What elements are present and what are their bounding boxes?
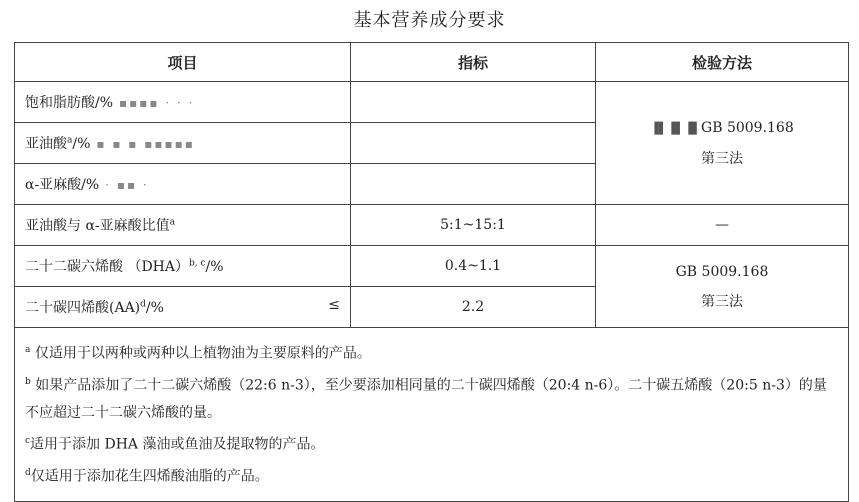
item-cell: 亚油酸$^a$/% ▪ ▪ ▪ ▪▪▪▪▪ bbox=[15, 123, 351, 164]
table-header-row bbox=[15, 43, 849, 82]
less-equal-symbol: ≤ bbox=[328, 297, 340, 313]
scan-noise: ▪▪▪▪ · · · bbox=[119, 96, 195, 110]
header-method: 检验方法 bbox=[596, 43, 849, 82]
value-cell bbox=[351, 123, 596, 164]
item-cell: α-亚麻酸/% · ▪▪ · bbox=[15, 164, 351, 205]
method-cell: ▐▌▐▌▐▌GB 5009.168 第三法 bbox=[596, 82, 849, 205]
nutrition-requirements-table bbox=[14, 42, 849, 502]
header-indicator: 指标 bbox=[351, 43, 596, 82]
footnotes-row bbox=[15, 328, 849, 502]
table-row bbox=[15, 205, 849, 246]
item-cell: 二十碳四烯酸(AA)$^d$/% ≤ bbox=[15, 287, 351, 328]
scan-noise: · ▪▪ · bbox=[105, 178, 149, 192]
footnote: $^c$适用于添加 DHA 藻油或鱼油及提取物的产品。 bbox=[25, 436, 325, 453]
value-cell bbox=[351, 164, 596, 205]
footnotes-cell bbox=[15, 328, 849, 502]
method-prefix: ▐▌▐▌▐▌ bbox=[650, 121, 702, 135]
table-row bbox=[15, 246, 849, 287]
value-cell: 2.2 bbox=[351, 287, 596, 328]
footnote: $^b$ 如果产品添加了二十二碳六烯酸（22:6 n-3），至少要添加相同量的二十碳四烯酸（20:4 n-6）。二十碳五烯酸（20:5 n-3）的量不应超过二十二碳六烯酸的量。 bbox=[25, 376, 827, 422]
footnote: $^d$仅适用于添加花生四烯酸油脂的产品。 bbox=[25, 467, 269, 485]
table-row bbox=[15, 82, 849, 123]
item-cell: 饱和脂肪酸/% ▪▪▪▪ · · · bbox=[15, 82, 351, 123]
table-title: 基本营养成分要求 bbox=[353, 10, 506, 31]
value-cell: 0.4~1.1 bbox=[351, 246, 596, 287]
footnote: $^a$ 仅适用于以两种或两种以上植物油为主要原料的产品。 bbox=[25, 345, 371, 362]
value-cell: 5:1~15:1 bbox=[351, 205, 596, 246]
value-cell bbox=[351, 82, 596, 123]
method-cell: GB 5009.168 第三法 bbox=[596, 246, 849, 328]
scan-noise: ▪ ▪ ▪ ▪▪▪▪▪ bbox=[96, 137, 195, 151]
method-cell: — bbox=[596, 205, 849, 246]
header-item: 项目 bbox=[15, 43, 351, 82]
item-cell: 亚油酸与 α-亚麻酸比值$^a$ bbox=[15, 205, 351, 246]
item-cell: 二十二碳六烯酸 （DHA）$^{b, c}$/% bbox=[15, 246, 351, 287]
